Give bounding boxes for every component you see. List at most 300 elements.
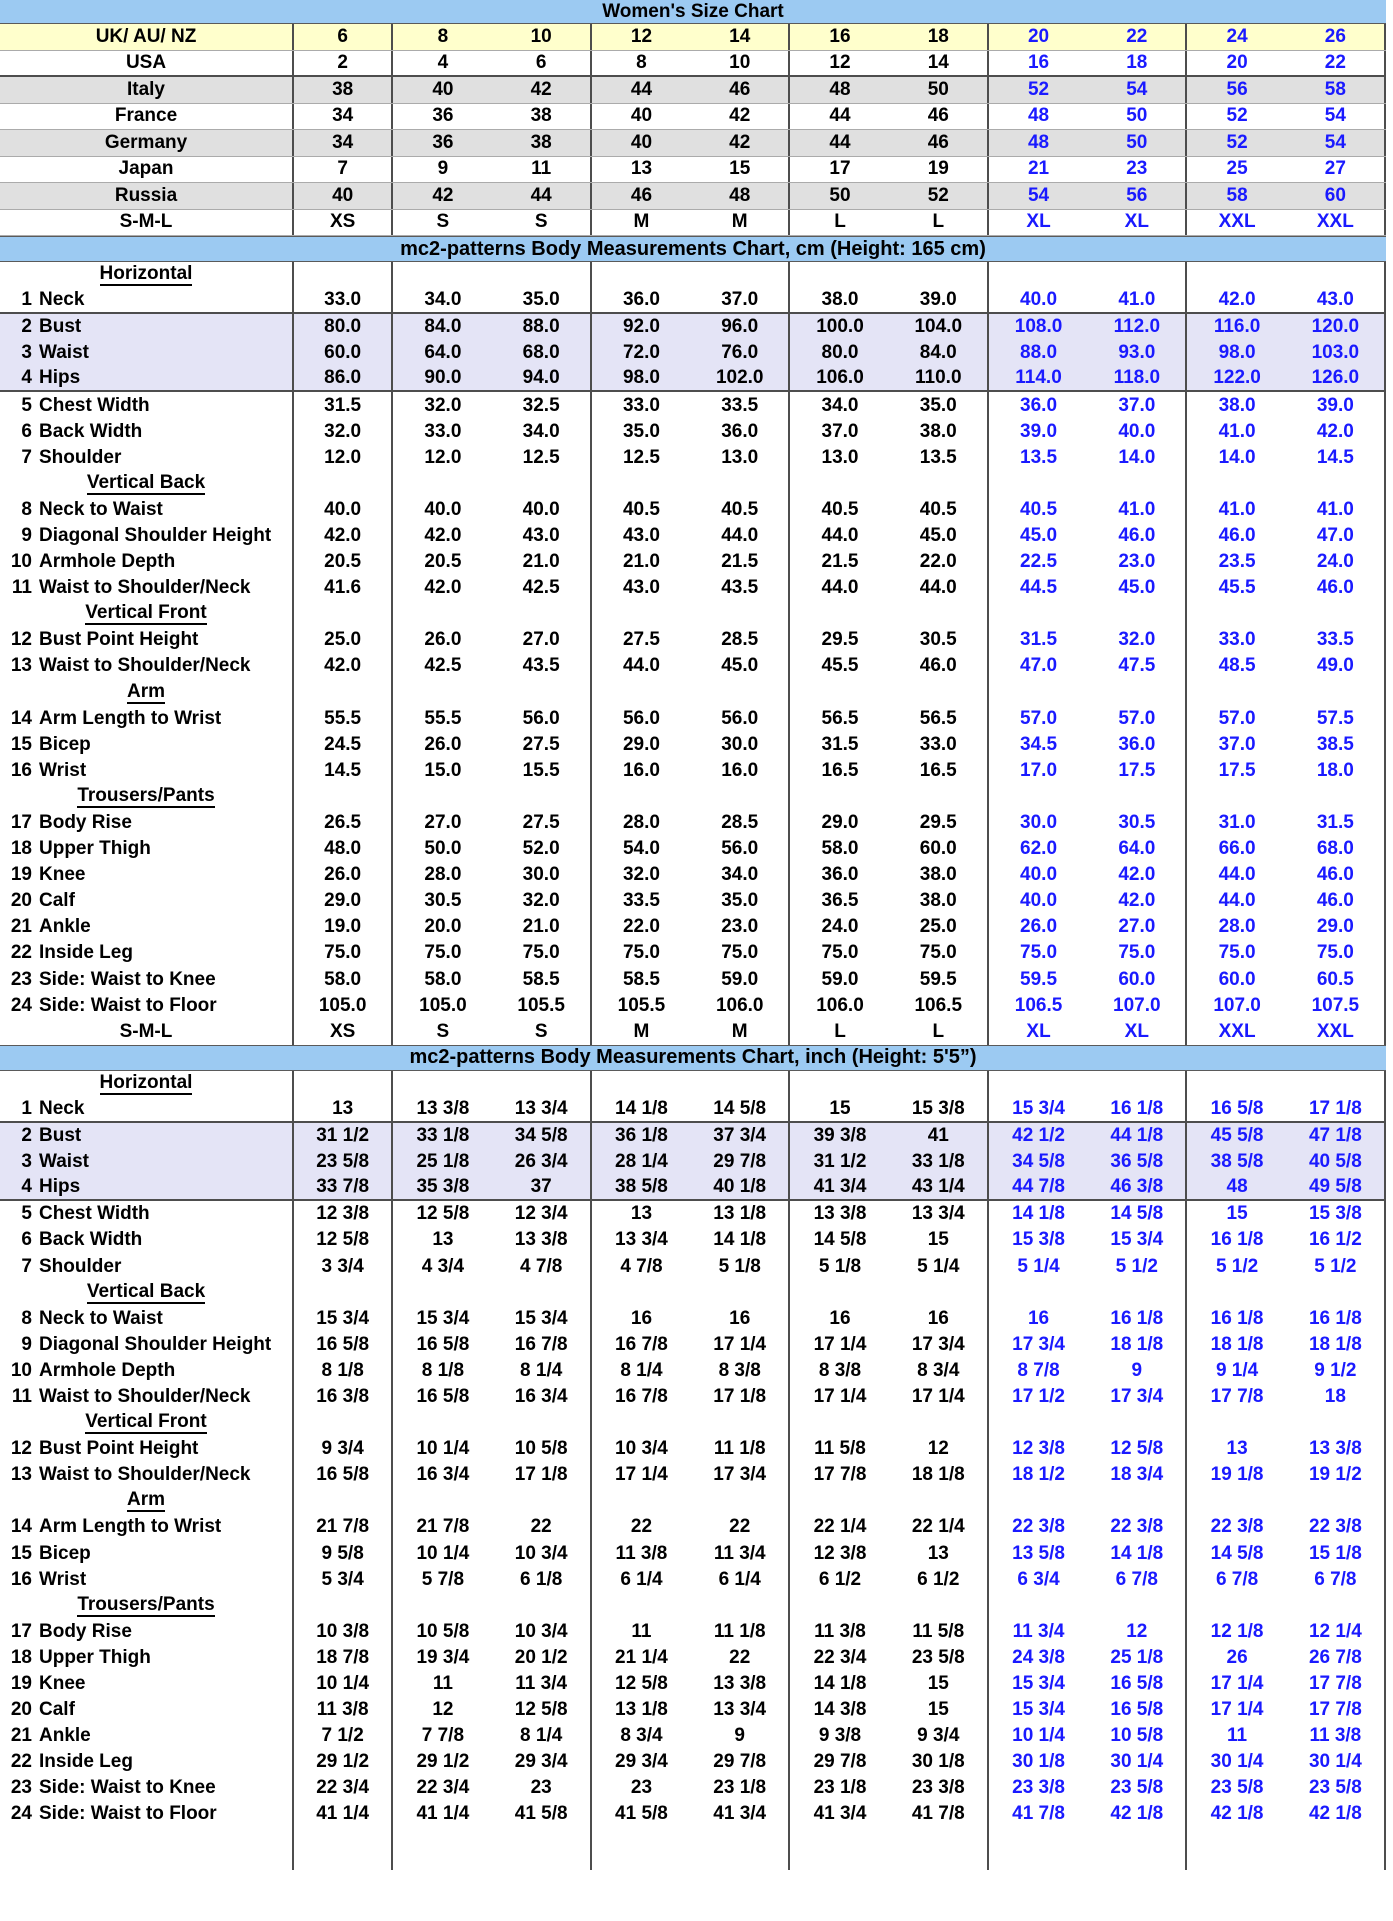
value-cell: 24.0 (1287, 549, 1386, 575)
value-cell: 30.5 (1088, 810, 1187, 836)
row-label-text: Upper Thigh (39, 838, 151, 860)
table-row (0, 419, 1386, 445)
row-label (0, 940, 294, 966)
value-cell: 17 3/4 (691, 1462, 790, 1488)
row-label (0, 288, 294, 312)
value-cell: 22 1/4 (890, 1514, 989, 1540)
row-number: 4 (21, 1176, 32, 1198)
value-cell: 42.0 (424, 577, 462, 599)
value-cell: 50 (1088, 104, 1187, 130)
value-cell: 104.0 (890, 314, 989, 340)
value-cell: 57.0 (1088, 706, 1187, 732)
row-number: 6 (21, 420, 32, 442)
row-label (0, 1801, 294, 1827)
value-cell: 31 1/2 (813, 1151, 867, 1173)
value-cell: 14 1/8 (1012, 1203, 1065, 1225)
table-row (0, 77, 1386, 104)
empty-cell (691, 601, 790, 627)
row-label (0, 758, 294, 784)
table-row (0, 1645, 1386, 1671)
value-cell: 75.0 (890, 940, 989, 966)
value-cell: 10 5/8 (493, 1436, 592, 1462)
value-cell: 39 3/8 (813, 1125, 867, 1147)
value-cell: 41 3/4 (813, 1803, 867, 1825)
value-cell: 27.0 (1088, 914, 1187, 940)
value-cell: 31.5 (294, 392, 393, 418)
row-label (0, 1436, 294, 1462)
value-cell: 27 (1287, 157, 1386, 183)
value-cell: 48.0 (294, 836, 393, 862)
value-cell: 52 (890, 183, 989, 209)
value-cell: 43.0 (622, 577, 660, 599)
empty-cell (1088, 471, 1187, 497)
empty-cell (790, 784, 889, 810)
section-heading-row (0, 680, 1386, 706)
table-row (0, 914, 1386, 940)
value-cell: 9 3/4 (890, 1723, 989, 1749)
table-row (0, 1541, 1386, 1567)
row-number: 15 (10, 1542, 32, 1564)
value-cell: 15 3/4 (1088, 1227, 1187, 1253)
row-number: 19 (10, 864, 32, 886)
section-heading-label: Trousers/Pants (77, 784, 215, 806)
empty-cell (592, 471, 691, 497)
row-number: 17 (10, 812, 32, 834)
value-cell: S (493, 210, 592, 236)
value-cell: 44.0 (622, 655, 660, 677)
value-cell: 15 3/4 (1012, 1673, 1065, 1695)
value-cell: 17.5 (1088, 758, 1187, 784)
value-cell: 25.0 (890, 914, 989, 940)
value-cell: 28 1/4 (615, 1151, 668, 1173)
section-heading-row (0, 1071, 1386, 1097)
table-row (0, 1619, 1386, 1645)
value-cell: 16.5 (821, 759, 859, 781)
row-label (0, 1306, 294, 1332)
value-cell: 24 (1226, 25, 1248, 47)
value-cell: 15 (890, 1697, 989, 1723)
value-cell: 19 1/2 (1287, 1462, 1386, 1488)
value-cell: 16 1/8 (1088, 1306, 1187, 1332)
row-label-text: Knee (39, 864, 86, 886)
value-cell: 23 (1088, 157, 1187, 183)
table-row (0, 940, 1386, 966)
section-heading (0, 1071, 294, 1097)
table-row (0, 183, 1386, 210)
value-cell: 16 (630, 1307, 653, 1329)
row-label-text: Back Width (39, 1229, 143, 1251)
row-label-text: Bicep (39, 733, 91, 755)
value-cell: 6 7/8 (1088, 1567, 1187, 1593)
row-label (0, 810, 294, 836)
value-cell: 36 (432, 105, 454, 127)
value-cell: 42 1/8 (1287, 1801, 1386, 1827)
table-row (0, 706, 1386, 732)
value-cell: 88.0 (493, 314, 592, 340)
value-cell: 12.5 (622, 446, 660, 468)
value-cell: 9 5/8 (294, 1541, 393, 1567)
value-cell: 40.0 (294, 497, 393, 523)
value-cell: 17 (829, 158, 851, 180)
value-cell: 75.0 (1218, 942, 1256, 964)
row-number: 5 (21, 394, 32, 416)
value-cell: 6 3/4 (1017, 1568, 1060, 1590)
empty-cell (592, 1593, 691, 1619)
value-cell: 12.0 (294, 445, 393, 471)
row-number: 24 (10, 1803, 32, 1825)
value-cell: 11 5/8 (814, 1438, 866, 1460)
empty-cell (1187, 784, 1286, 810)
empty-cell (790, 1280, 889, 1306)
empty-cell (1088, 601, 1187, 627)
value-cell: 17 1/4 (691, 1332, 790, 1358)
row-number: 18 (10, 838, 32, 860)
empty-cell (1088, 262, 1187, 288)
empty-cell (890, 1071, 989, 1097)
value-cell: 16 (1027, 51, 1050, 73)
value-cell: 68.0 (1287, 836, 1386, 862)
value-cell: 33.5 (622, 890, 660, 912)
value-cell: 54 (1027, 184, 1050, 206)
row-label (0, 627, 294, 653)
value-cell: 44.0 (691, 523, 790, 549)
value-cell: 56.0 (622, 707, 660, 729)
table-row (0, 810, 1386, 836)
value-cell: 13 3/8 (691, 1671, 790, 1697)
value-cell: 46 (630, 184, 653, 206)
value-cell: 16 5/8 (416, 1333, 470, 1355)
value-cell: XXL (1287, 210, 1386, 236)
empty-cell (1187, 1410, 1286, 1436)
empty-cell (890, 1488, 989, 1514)
value-cell: 60.5 (1287, 967, 1386, 993)
empty-cell (393, 1071, 492, 1097)
value-cell: 6 7/8 (1215, 1568, 1259, 1590)
value-cell: 20.0 (424, 916, 462, 938)
value-cell: 20 (1027, 25, 1050, 47)
value-cell: 38.0 (890, 419, 989, 445)
empty-cell (1187, 680, 1286, 706)
value-cell: 15 3/8 (1012, 1229, 1065, 1251)
value-cell: 84.0 (890, 340, 989, 366)
value-cell: 60.0 (1088, 967, 1187, 993)
value-cell: 10 5/8 (416, 1620, 470, 1642)
value-cell: 40.5 (1020, 498, 1058, 520)
value-cell: 16 1/8 (1210, 1229, 1264, 1251)
value-cell: 17.5 (1218, 759, 1256, 781)
row-label (0, 993, 294, 1019)
value-cell: 98.0 (1218, 342, 1256, 364)
empty-cell (493, 784, 592, 810)
value-cell: 21.5 (821, 551, 859, 573)
value-cell: 33 1/8 (416, 1125, 470, 1147)
row-label-text: Bicep (39, 1542, 91, 1564)
value-cell: 48 (829, 78, 851, 100)
value-cell: 37.0 (691, 288, 790, 312)
value-cell: 30.5 (424, 890, 462, 912)
section-heading (0, 1410, 294, 1436)
value-cell: 17 3/4 (1012, 1333, 1065, 1355)
empty-cell (691, 471, 790, 497)
value-cell: 9 3/4 (294, 1436, 393, 1462)
value-cell: 56.0 (493, 706, 592, 732)
section-heading (0, 680, 294, 706)
value-cell: 35.0 (691, 888, 790, 914)
value-cell: 112.0 (1088, 314, 1187, 340)
value-cell: 40.0 (424, 498, 462, 520)
empty-cell (1287, 262, 1386, 288)
value-cell: 10 1/4 (416, 1542, 470, 1564)
empty-cell (989, 1488, 1088, 1514)
value-cell: 15 (890, 1671, 989, 1697)
section-heading-label: Vertical Back (86, 471, 206, 493)
section-heading-label: Horizontal (99, 263, 193, 285)
table-row (0, 24, 1386, 51)
value-cell: 31.0 (1218, 812, 1256, 834)
table-row (0, 445, 1386, 471)
value-cell: 52.0 (493, 836, 592, 862)
value-cell: M (691, 1019, 790, 1045)
value-cell: 46 (890, 130, 989, 156)
value-cell: 9 (437, 158, 449, 180)
empty-cell (691, 1593, 790, 1619)
row-label-text: Ankle (39, 916, 91, 938)
value-cell: XS (294, 210, 393, 236)
value-cell: 6 (493, 51, 592, 76)
value-cell: 21 7/8 (294, 1514, 393, 1540)
value-cell: 107.0 (1213, 994, 1261, 1016)
value-cell: 36 5/8 (1088, 1149, 1187, 1175)
empty-cell (592, 784, 691, 810)
empty-cell (790, 1828, 889, 1870)
value-cell: S (493, 1019, 592, 1045)
value-cell: 57.5 (1287, 706, 1386, 732)
value-cell: 20.5 (294, 549, 393, 575)
value-cell: 13.0 (821, 446, 859, 468)
value-cell: S (436, 1020, 450, 1042)
value-cell: 32.0 (1088, 627, 1187, 653)
value-cell: 41 (890, 1123, 989, 1149)
empty-cell (1287, 471, 1386, 497)
value-cell: M (633, 211, 650, 233)
row-label: USA (0, 51, 294, 76)
value-cell: 105.5 (493, 993, 592, 1019)
value-cell: 24.0 (821, 916, 859, 938)
value-cell: 12 5/8 (493, 1697, 592, 1723)
value-cell: 12 5/8 (615, 1673, 668, 1695)
value-cell: XXL (1287, 1019, 1386, 1045)
value-cell: 116.0 (1213, 316, 1261, 338)
value-cell: 22.0 (890, 549, 989, 575)
row-number: 9 (21, 1333, 32, 1355)
value-cell: 14 3/8 (813, 1699, 867, 1721)
value-cell: 16 7/8 (493, 1332, 592, 1358)
value-cell: 35.0 (493, 288, 592, 312)
value-cell: 41.0 (1287, 497, 1386, 523)
table-row (0, 1801, 1386, 1827)
row-label-text: Armhole Depth (39, 1359, 176, 1381)
row-label (0, 653, 294, 679)
row-label-text: Calf (39, 890, 75, 912)
value-cell: 40.5 (890, 497, 989, 523)
value-cell: 14 1/8 (813, 1673, 867, 1695)
value-cell: 105.5 (617, 994, 666, 1016)
value-cell: 106.0 (816, 994, 864, 1016)
row-label-text: Diagonal Shoulder Height (39, 524, 272, 546)
value-cell: 15 3/4 (1012, 1097, 1065, 1119)
value-cell: 40.0 (1020, 890, 1058, 912)
row-number: 2 (21, 1125, 32, 1147)
value-cell: 5 1/4 (890, 1253, 989, 1279)
empty-cell (790, 601, 889, 627)
row-label: France (0, 104, 294, 130)
value-cell: 30 1/8 (1012, 1751, 1065, 1773)
table-row (0, 1332, 1386, 1358)
value-cell: 105.0 (419, 994, 467, 1016)
row-number: 15 (10, 733, 32, 755)
value-cell: 27.5 (493, 732, 592, 758)
row-number: 6 (21, 1229, 32, 1251)
value-cell: 33 1/8 (890, 1149, 989, 1175)
section-heading (0, 1593, 294, 1619)
value-cell: 18 (1287, 1384, 1386, 1410)
value-cell: 13 1/8 (615, 1699, 668, 1721)
value-cell: 16 5/8 (294, 1462, 393, 1488)
value-cell: 30 1/4 (1287, 1749, 1386, 1775)
value-cell: 44.0 (890, 575, 989, 601)
empty-cell (1287, 601, 1386, 627)
value-cell: 4 (437, 51, 449, 73)
value-cell: 29 1/2 (416, 1751, 470, 1773)
value-cell: 22 3/8 (1287, 1514, 1386, 1540)
table-row (0, 1462, 1386, 1488)
value-cell: 8 1/8 (294, 1358, 393, 1384)
empty-cell (989, 1593, 1088, 1619)
value-cell: 16 1/8 (1287, 1306, 1386, 1332)
value-cell: 56.5 (890, 706, 989, 732)
value-cell: 56.0 (691, 706, 790, 732)
value-cell: 23 5/8 (1210, 1777, 1264, 1799)
row-label (0, 1332, 294, 1358)
value-cell: 16 3/8 (294, 1384, 393, 1410)
value-cell: 22 (1287, 51, 1386, 76)
value-cell: 26.0 (424, 629, 462, 651)
table-row (0, 1436, 1386, 1462)
value-cell: 41 5/8 (615, 1803, 668, 1825)
value-cell: 38.0 (1218, 394, 1256, 416)
value-cell: 13.5 (890, 445, 989, 471)
value-cell: 46.0 (1287, 888, 1386, 914)
value-cell: 30 1/4 (1088, 1749, 1187, 1775)
empty-cell (1287, 1071, 1386, 1097)
value-cell: 28.0 (424, 864, 462, 886)
value-cell: 15 3/8 (890, 1097, 989, 1121)
value-cell: 42.0 (1088, 888, 1187, 914)
value-cell: 54.0 (622, 838, 660, 860)
empty-cell (989, 1828, 1088, 1870)
value-cell: 10 3/4 (493, 1619, 592, 1645)
value-cell: 60.0 (294, 340, 393, 366)
value-cell: 34 5/8 (1012, 1151, 1065, 1173)
table-row (0, 104, 1386, 131)
value-cell: 22 (691, 1645, 790, 1671)
empty-cell (1088, 1828, 1187, 1870)
value-cell: 6 1/4 (620, 1568, 663, 1590)
value-cell: 13 3/4 (615, 1229, 668, 1251)
empty-cell (691, 1071, 790, 1097)
value-cell: 34.0 (821, 394, 859, 416)
row-label-text: Neck to Waist (39, 1307, 163, 1329)
empty-cell (691, 1488, 790, 1514)
empty-cell (790, 680, 889, 706)
value-cell: 45.5 (821, 655, 859, 677)
value-cell: 96.0 (691, 314, 790, 340)
value-cell: 41.0 (1088, 288, 1187, 312)
value-cell: 31.5 (1287, 810, 1386, 836)
value-cell: 16.0 (691, 758, 790, 784)
value-cell: 28.5 (691, 810, 790, 836)
value-cell: 6 (294, 24, 393, 50)
value-cell: 44.0 (1218, 864, 1256, 886)
row-label (0, 1514, 294, 1540)
value-cell: 6 1/2 (890, 1567, 989, 1593)
value-cell: 34 5/8 (493, 1123, 592, 1149)
row-number: 16 (10, 759, 32, 781)
value-cell: 22 3/8 (1012, 1516, 1065, 1538)
value-cell: 24 3/8 (1012, 1646, 1065, 1668)
table-row (0, 1749, 1386, 1775)
row-label-text: Arm Length to Wrist (39, 707, 222, 729)
row-label-text: Body Rise (39, 812, 132, 834)
value-cell: 11 3/8 (615, 1542, 668, 1564)
value-cell: 27.0 (424, 812, 462, 834)
value-cell: 14 5/8 (691, 1097, 790, 1121)
table-row (0, 993, 1386, 1019)
value-cell: 40.0 (1020, 864, 1058, 886)
empty-cell (989, 1071, 1088, 1097)
row-label-text: Waist (39, 342, 89, 364)
value-cell: 10 5/8 (1088, 1723, 1187, 1749)
empty-cell (393, 471, 492, 497)
section-heading (0, 1280, 294, 1306)
value-cell: 41 5/8 (493, 1801, 592, 1827)
value-cell: 42.0 (294, 523, 393, 549)
empty-cell (1187, 601, 1286, 627)
value-cell: 14 (691, 24, 790, 50)
table-row (0, 1775, 1386, 1801)
row-label-text: Upper Thigh (39, 1646, 151, 1668)
value-cell: 34.5 (1020, 733, 1058, 755)
row-number: 24 (10, 994, 32, 1016)
value-cell: 54 (1287, 130, 1386, 156)
row-label (0, 549, 294, 575)
value-cell: 5 1/2 (1287, 1253, 1386, 1279)
value-cell: 11 3/8 (1287, 1723, 1386, 1749)
row-number: 3 (21, 1151, 32, 1173)
row-label (0, 523, 294, 549)
value-cell: 12 5/8 (294, 1227, 393, 1253)
value-cell: 19.0 (294, 914, 393, 940)
table-row (0, 157, 1386, 184)
value-cell: 42 1/8 (1210, 1803, 1264, 1825)
empty-cell (890, 784, 989, 810)
value-cell: 11 (432, 1673, 453, 1695)
empty-cell (1287, 1410, 1386, 1436)
value-cell: 60.0 (890, 836, 989, 862)
row-label-text: Waist to Shoulder/Neck (39, 1464, 251, 1486)
value-cell: 14.0 (1088, 445, 1187, 471)
value-cell: 75.0 (821, 942, 859, 964)
